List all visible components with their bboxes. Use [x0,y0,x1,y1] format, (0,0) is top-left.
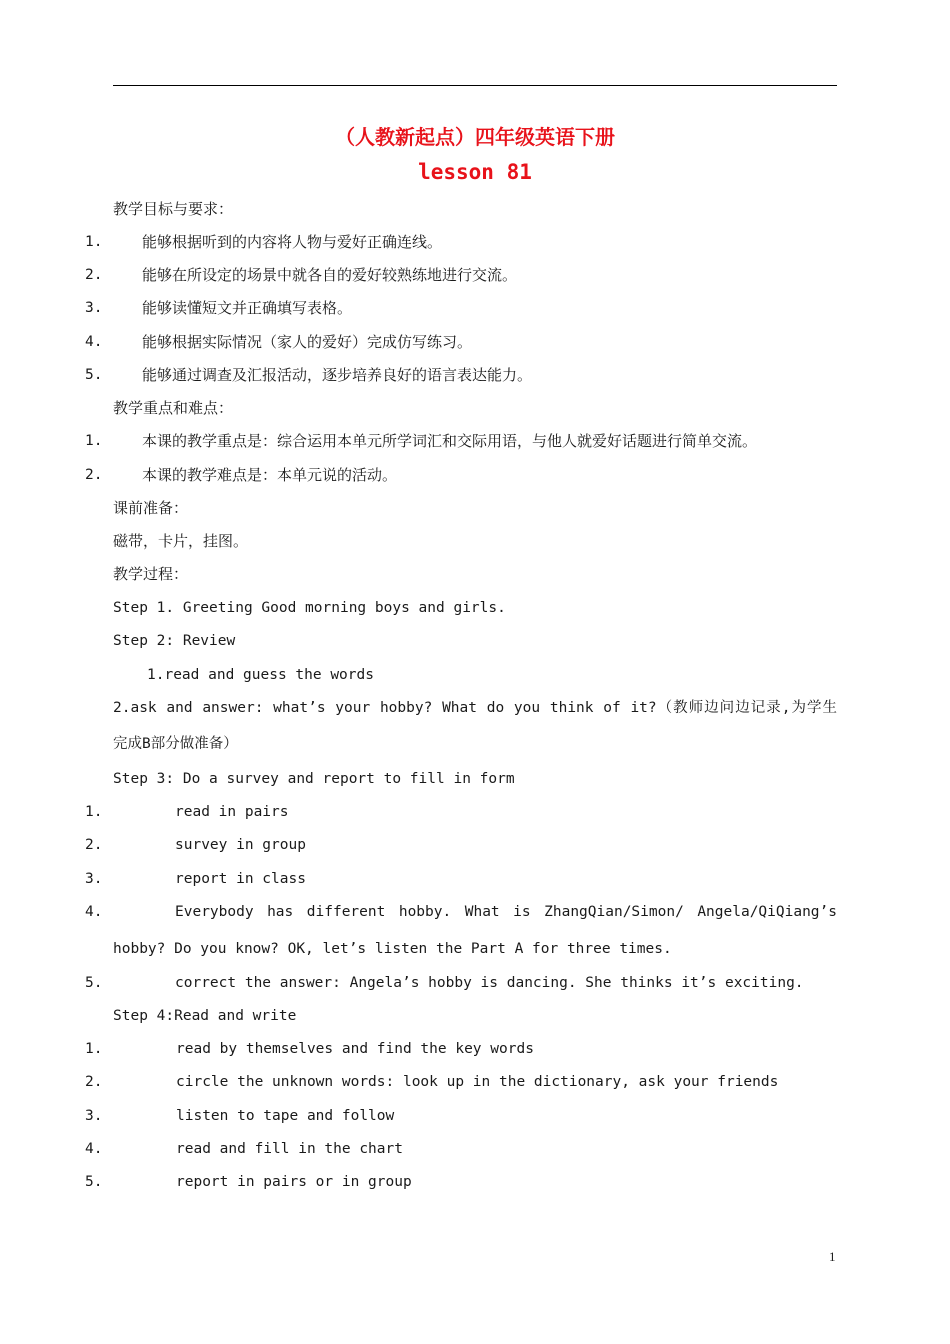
step-1: Step 1. Greeting Good morning boys and girls. [113,600,506,616]
step-2-item: 1.read and guess the words [147,667,374,683]
prep-text: 磁带，卡片，挂图。 [113,532,249,550]
step-4-number: 4. [85,1141,103,1157]
step-4-item: listen to tape and follow [176,1108,395,1124]
step-2: Step 2: Review [113,633,236,649]
process-heading: 教学过程： [113,565,189,583]
step-4-number: 5. [85,1174,103,1190]
goal-number: 1. [85,234,103,250]
step-4-item: circle the unknown words: look up in the dictionary, ask your friends [176,1074,779,1090]
step-3-item: Everybody has different hobby. What is ZhangQian/Simon/ Angela/QiQiang’s [175,904,837,920]
key-points-heading: 教学重点和难点： [113,399,234,417]
key-point-number: 1. [85,433,103,449]
step-3-number: 1. [85,804,103,820]
key-point-text: 本课的教学重点是：综合运用本单元所学词汇和交际用语，与他人就爱好话题进行简单交流。 [142,432,758,450]
step-4-number: 1. [85,1041,103,1057]
step-3-item: survey in group [175,837,306,853]
step-3-item: read in pairs [175,804,289,820]
step-2-item-continued: 完成B部分做准备） [113,736,238,752]
document-title: （人教新起点）四年级英语下册 [335,125,615,149]
prep-heading: 课前准备： [113,499,189,517]
goal-text: 能够在所设定的场景中就各自的爱好较熟练地进行交流。 [142,266,518,284]
step-3-item-continued: hobby? Do you know? OK, let’s listen the Part A for three times. [113,941,672,957]
step-3-number: 2. [85,837,103,853]
step-4-item: read by themselves and find the key words [176,1041,534,1057]
key-point-number: 2. [85,467,103,483]
step-3: Step 3: Do a survey and report to fill in form [113,771,515,787]
goal-text: 能够读懂短文并正确填写表格。 [142,299,353,317]
goal-number: 5. [85,367,103,383]
goal-text: 能够通过调查及汇报活动，逐步培养良好的语言表达能力。 [142,366,533,384]
step-4-number: 2. [85,1074,103,1090]
step-3-number: 3. [85,871,103,887]
step-4-item: read and fill in the chart [176,1141,403,1157]
goals-heading: 教学目标与要求： [113,200,234,218]
step-4-item: report in pairs or in group [176,1174,412,1190]
step-3-item: correct the answer: Angela’s hobby is dancing. She thinks it’s exciting. [175,975,804,991]
header-rule [113,85,837,86]
goal-text: 能够根据实际情况（家人的爱好）完成仿写练习。 [142,333,473,351]
lesson-title: lesson 81 [418,160,532,184]
step-3-number: 4. [85,904,103,920]
step-3-number: 5. [85,975,103,991]
goal-text: 能够根据听到的内容将人物与爱好正确连线。 [142,233,443,251]
step-4-number: 3. [85,1108,103,1124]
goal-number: 3. [85,300,103,316]
page-number: 1 [829,1249,836,1264]
step-3-item: report in class [175,871,306,887]
step-2-item: 2.ask and answer: what’s your hobby? What do you think of it?（教师边问边记录,为学生 [113,700,837,716]
goal-number: 4. [85,334,103,350]
goal-number: 2. [85,267,103,283]
step-4: Step 4:Read and write [113,1008,297,1024]
key-point-text: 本课的教学难点是：本单元说的活动。 [142,466,398,484]
